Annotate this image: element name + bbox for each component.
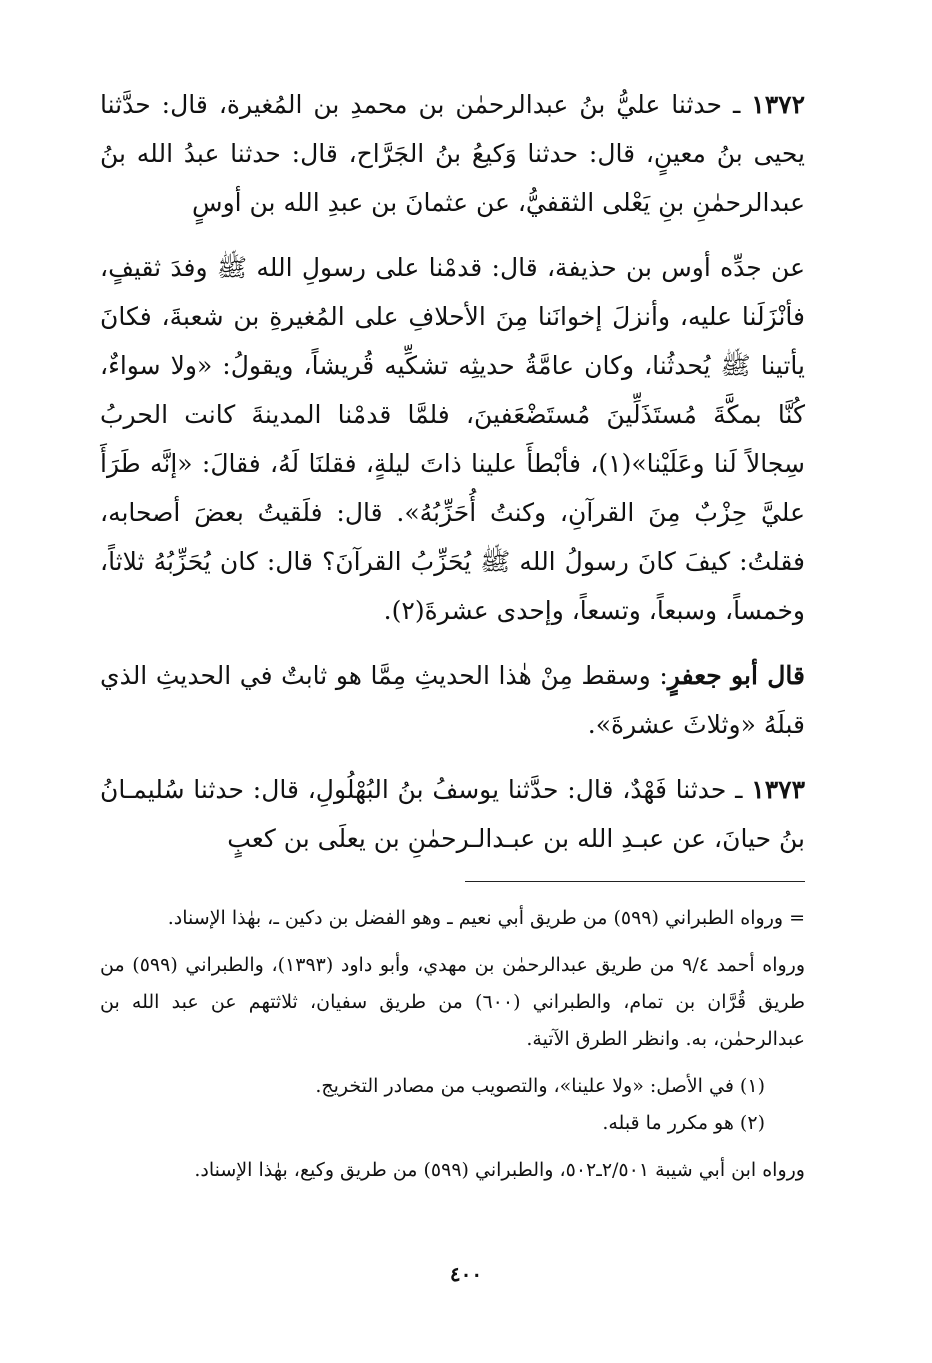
footnote-divider (465, 881, 805, 882)
hadith-1372-isnad (100, 80, 805, 227)
footnote-1: (١) في الأصل: «ولا علينا»، والتصويب من مصادر التخريج. (315, 1075, 765, 1097)
page-number: ٤٠٠ (449, 1262, 483, 1286)
footnote-continuation-3: ورواه ابن أبي شيبة ٢/٥٠١ـ٥٠٢، والطبراني (٥٩٩) من طريق وكيع، بهٰذا الإسناد. (194, 1159, 805, 1181)
hadith-number-1373: ١٣٧٣ (751, 775, 805, 804)
hadith-number-1372: ١٣٧٢ (751, 90, 805, 119)
hadith-1373-isnad (100, 765, 805, 863)
footnote-continuation-1: = ورواه الطبراني (٥٩٩) من طريق أبي نعيم ـ وهو الفضل بن دكين ـ، بهٰذا الإسناد. (167, 907, 805, 929)
abu-jafar-comment (100, 651, 805, 749)
page-body (100, 80, 805, 1199)
abu-jafar-label: قال أبو جعفرٍ (667, 661, 805, 690)
footnote-continuation-2: ورواه أحمد ٩/٤ من طريق عبدالرحمٰن بن مهدي، وأبو داود (١٣٩٣)، والطبراني (٥٩٩) من طريق قُرَّان بن تمام، والطبراني (٦٠٠) من طريق سفيان، ثلاثتهم عن عبد الله بن عبدالرحمٰن، به. وانظر الطرق الآتية. (100, 954, 806, 1050)
footnote-divider-wrap (100, 879, 805, 900)
hadith-1372-matn: عن جدِّه أوس بن حذيفة، قال: قدمْنا على رسولِ الله ﷺ وفدَ ثقيفٍ، فأنْزَلَنا عليه، وأنزلَ إخوانَنا مِنَ الأحلافِ على المُغيرةِ بن شعبةَ، فكانَ يأتينا ﷺ يُحدثُنا، وكان عامَّةُ حديثِه تشكِّيه قُريشاً، ويقولُ: «ولا سواءٌ، كُنَّا بمكَّةَ مُستَذَلِّينَ مُستَضْعَفينَ، فلمَّا قدمْنا المدينةَ كانت الحربُ سِجالاً لَنا وعَلَيْنا»(١)، فأبْطأَ علينا ذاتَ ليلةٍ، فقلنَا لَهُ، فقالَ: «إنَّه طَرَأَ عليَّ حِزْبٌ مِنَ القرآنِ، وكنتُ أُحَزِّبُهُ». قال: فلَقيتُ بعضَ أصحابه، فقلتُ: كيفَ كانَ رسولُ الله ﷺ يُحَزِّبُ القرآنَ؟ قال: كان يُحَزِّبُهُ ثلاثاً، وخمساً، وسبعاً، وتسعاً، وإحدى عشرةَ(٢). (100, 253, 805, 625)
hadith-1372-text: ـ حدثنا عليُّ بنُ عبدالرحمٰن بن محمدِ بن المُغيرة، قال: حدَّثنا يحيى بنُ معينٍ، قال: حدثنا وَكيعُ بنُ الجَرَّاح، قال: حدثنا عبدُ الله بنُ عبدالرحمٰنِ بنِ يَعْلى الثقفيُّ، عن عثمانَ بن عبدِ الله بن أوسٍ (100, 90, 805, 217)
abu-jafar-text: : وسقط مِنْ هٰذا الحديثِ مِمَّا هو ثابتٌ في الحديثِ الذي قبلَهُ «وثلاثَ عشرةَ». (100, 661, 805, 739)
hadith-1373-text: ـ حدثنا فَهْدٌ، قال: حدَّثنا يوسفُ بنُ البُهْلُولِ، قال: حدثنا سُليمـانُ بنُ حيانَ، عن عبـدِ الله بن عبـدالـرحمٰنِ بن يعلَى بن كعبٍ (100, 775, 805, 853)
footnote-2: (٢) هو مكرر ما قبله. (602, 1112, 765, 1134)
